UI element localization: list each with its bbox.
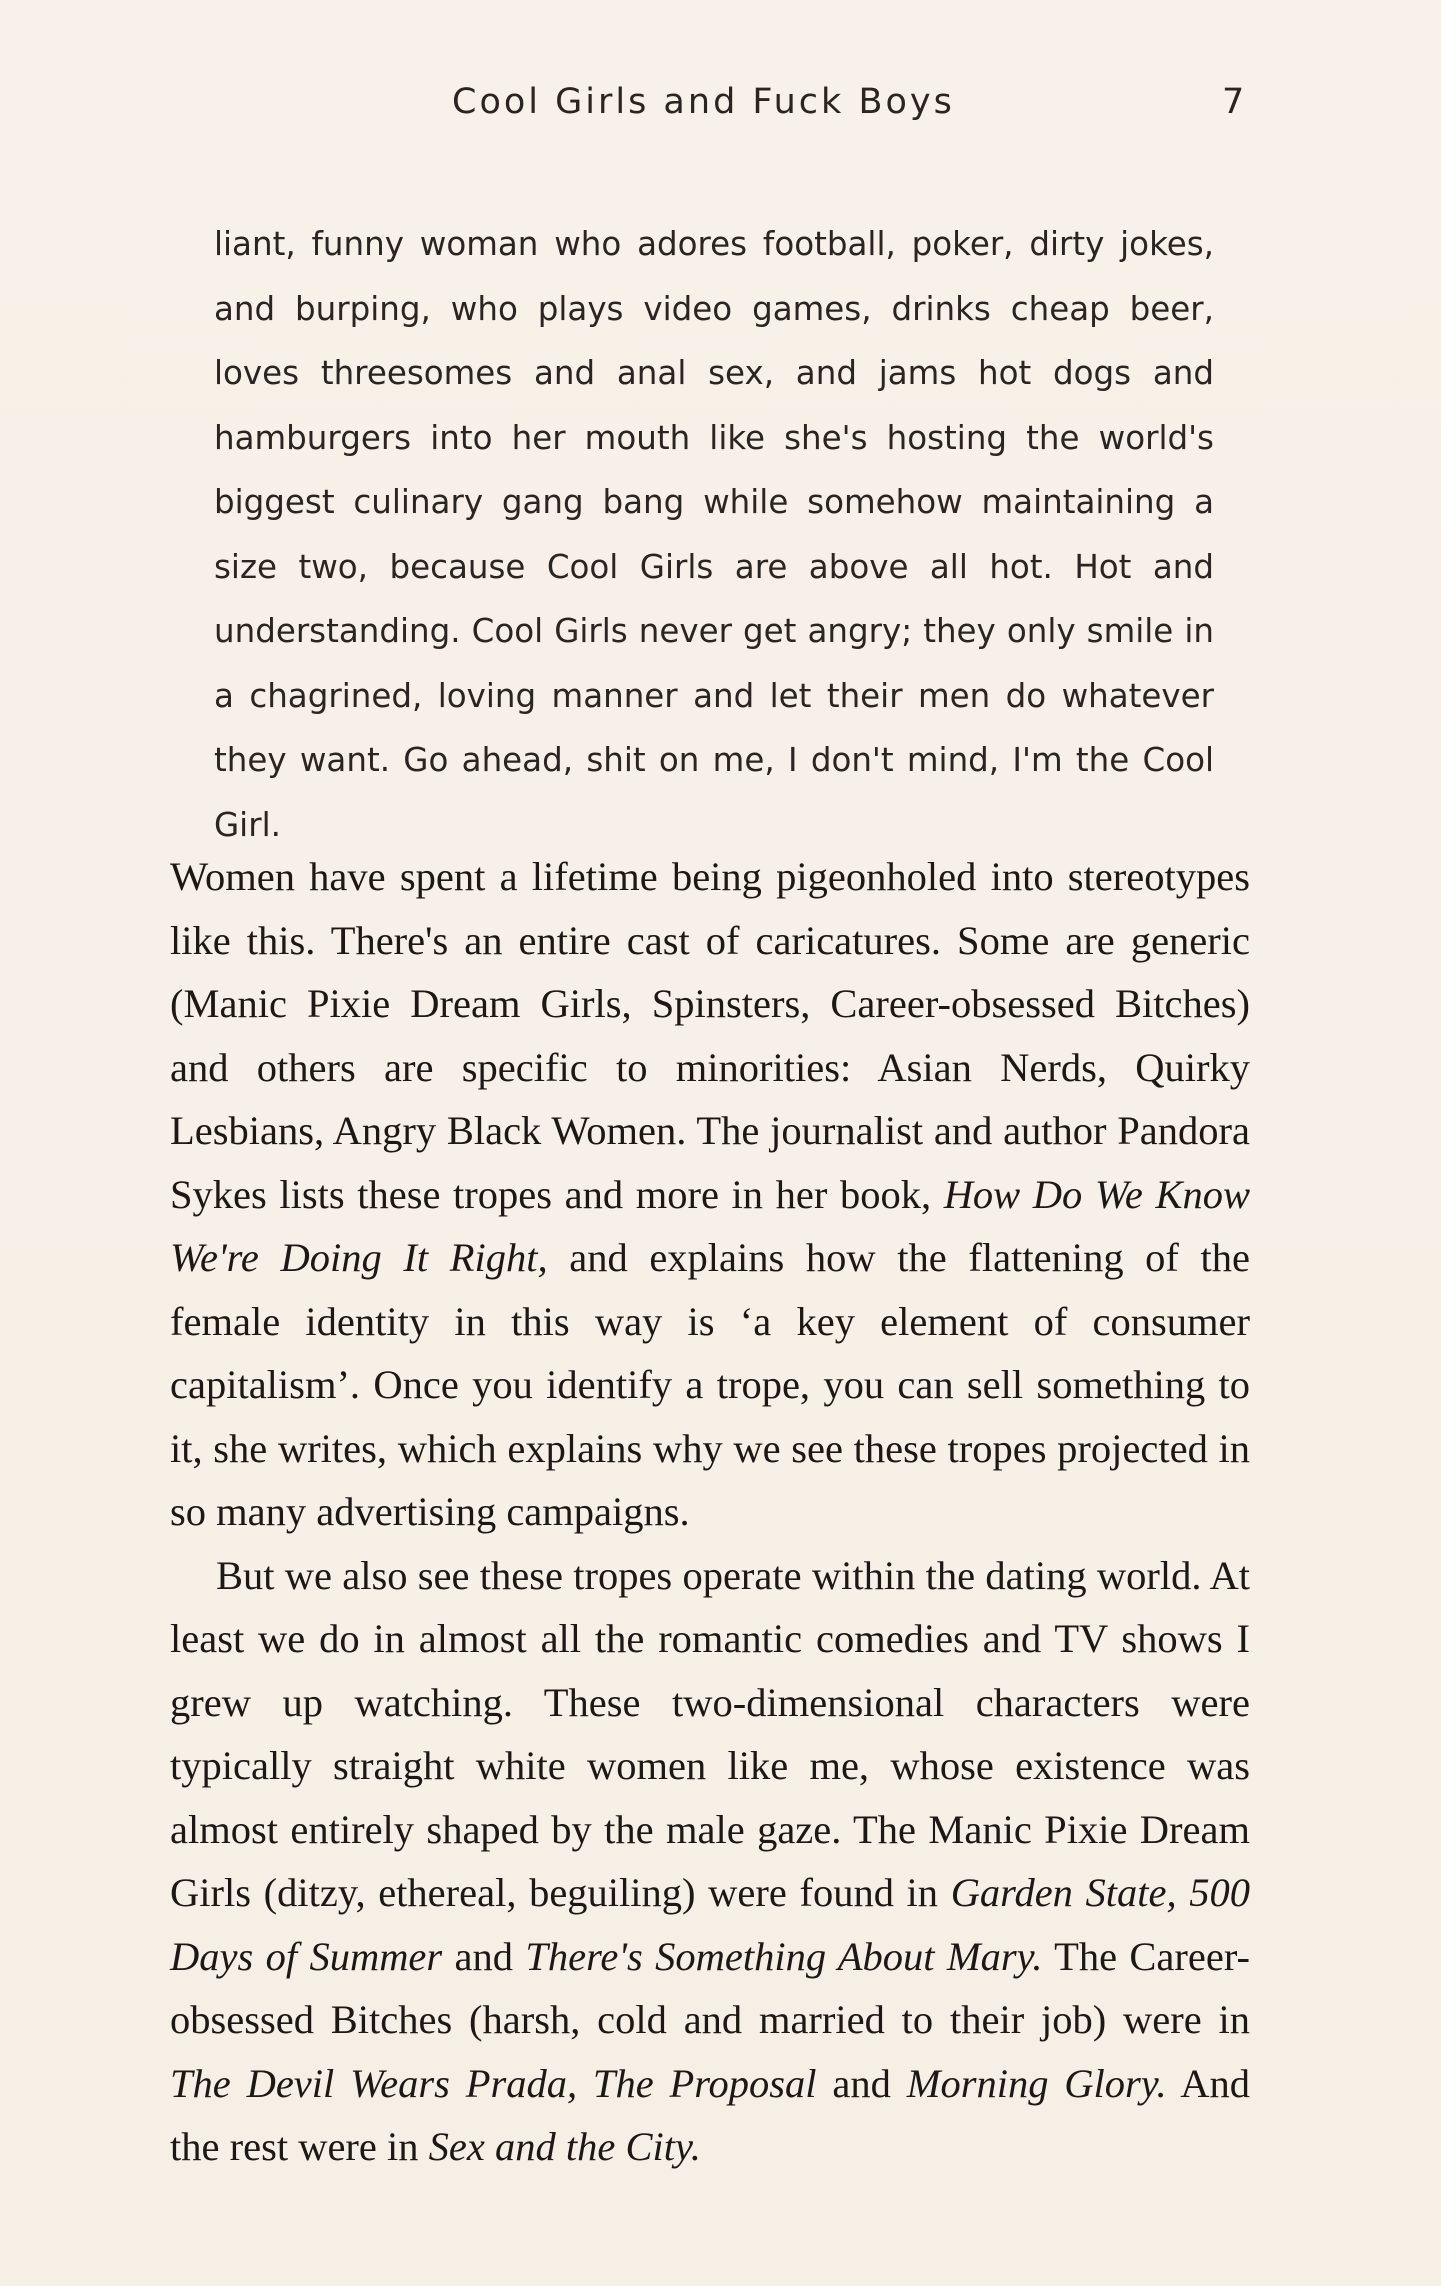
film-title: Garden State, 500 Days of Summer: [170, 1870, 1251, 1979]
body-text: [170, 845, 1250, 2179]
film-title: The Devil Wears Prada, The Proposal: [170, 2060, 817, 2106]
paragraph-stereotypes: [170, 845, 1250, 1544]
film-title: Morning Glory.: [906, 2060, 1167, 2106]
chapter-running-title: Cool Girls and Fuck Boys: [452, 82, 955, 122]
paragraph-text: And the rest were in: [170, 2060, 1251, 2169]
paragraph-dating-world: [170, 1544, 1250, 2179]
paragraph-text: Women have spent a lifetime being pigeonholed into stereotypes like this. There's an entire cast of caricatures. Some are generic (Manic Pixie Dream Girls, Spinsters, Career-obsessed Bitches) and others are specific to minorities: Asian Nerds, Quirky Lesbians, Angry Black Women. The journalist and author Pandora Sykes lists these tropes and more in her book,: [170, 854, 1250, 1217]
paragraph-text: But we also see these tropes operate within the dating world. At least we do in almost all the romantic comedies and TV shows I grew up watching. These two-dimensional characters were typically straight white women like me, whose existence was almost entirely shaped by the male gaze. The Manic Pixie Dream Girls (ditzy, ethereal, beguiling) were found in: [170, 1552, 1250, 1915]
book-title: How Do We Know We're Doing It Right,: [170, 1171, 1251, 1280]
block-quote-text: liant, funny woman who adores football, poker, dirty jokes, and burping, who plays video games, drinks cheap beer, loves threesomes and anal sex, and jams hot dogs and hamburgers into her mouth like she's hosting the world's biggest culinary gang bang while somehow maintaining a size two, because Cool Girls are above all hot. Hot and understanding. Cool Girls never get angry; they only smile in a chagrined, loving manner and let their men do whatever they want. Go ahead, shit on me, I don't mind, I'm the Cool Girl.: [214, 225, 1214, 844]
film-title: There's Something About Mary.: [525, 1933, 1043, 1979]
page-number: 7: [1222, 82, 1245, 122]
film-title: Sex and the City.: [428, 2124, 701, 2169]
paragraph-text: and: [832, 2060, 891, 2106]
running-head: [0, 82, 1441, 142]
paragraph-text: and: [454, 1933, 514, 1979]
block-quote: [214, 212, 1214, 857]
paragraph-text: and explains how the flattening of the female identity in this way is ‘a key element of consumer capitalism’. Once you identify a trope, you can sell something to it, she writes, which explains why we see these tropes projected in so many advertising campaigns.: [170, 1235, 1251, 1534]
paragraph-text: The Career-obsessed Bitches (harsh, cold and married to their job) were in: [170, 1933, 1251, 2042]
